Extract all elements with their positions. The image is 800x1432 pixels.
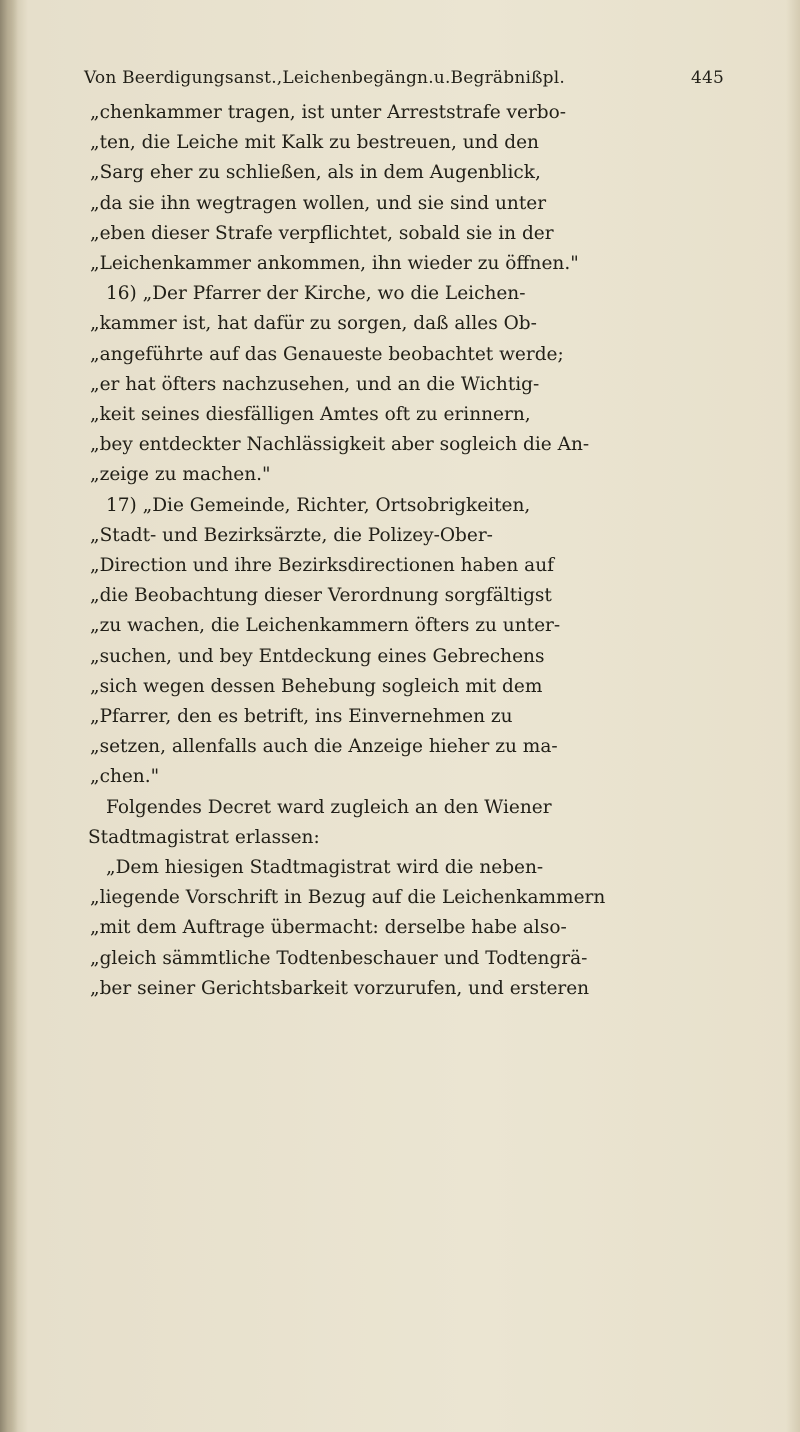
text-line: „suchen, und bey Entdeckung eines Gebrechens [90, 645, 545, 667]
text-line: „zu wachen, die Leichenkammern öfters zu unter- [90, 615, 561, 637]
text-line: „mit dem Auftrage übermacht: derselbe habe also- [90, 917, 567, 939]
text-line: „sich wegen dessen Behebung sogleich mit dem [90, 675, 543, 697]
running-head-title: Von Beerdigungsanst.,Leichenbegängn.u.Begräbnißpl. [84, 68, 566, 88]
text-line: „kammer ist, hat dafür zu sorgen, daß alles Ob- [90, 313, 537, 335]
page-number: 445 [690, 68, 724, 88]
running-head [84, 68, 724, 88]
text-line: „eben dieser Strafe verpflichtet, sobald sie in der [90, 222, 554, 244]
text-line: „keit seines diesfälligen Amtes oft zu erinnern, [90, 404, 531, 426]
text-line: „setzen, allenfalls auch die Anzeige hieher zu ma- [90, 736, 558, 758]
text-line: „chen." [90, 766, 160, 788]
text-line: „chenkammer tragen, ist unter Arreststrafe verbo- [90, 102, 567, 123]
text-line: „Sarg eher zu schließen, als in dem Augenblick, [90, 162, 541, 184]
text-line: „Leichenkammer ankommen, ihn wieder zu öffnen." [90, 253, 579, 275]
text-line: „bey entdeckter Nachlässigkeit aber sogleich die An- [90, 434, 590, 456]
binding-gutter-shadow [0, 0, 18, 1432]
text-line: „ten, die Leiche mit Kalk zu bestreuen, und den [90, 132, 539, 154]
text-line: „Stadt- und Bezirksärzte, die Polizey-Ober- [90, 524, 493, 546]
text-line: Folgendes Decret ward zugleich an den Wiener [106, 796, 552, 818]
text-line: „Pfarrer, den es betrift, ins Einvernehmen zu [90, 706, 513, 728]
text-line: 16) „Der Pfarrer der Kirche, wo die Leichen- [106, 283, 526, 305]
text-line: 17) „Die Gemeinde, Richter, Ortsobrigkeiten, [106, 494, 531, 516]
text-line: „angeführte auf das Genaueste beobachtet werde; [90, 343, 564, 365]
page-edge [786, 0, 800, 1432]
text-line: „er hat öfters nachzusehen, und an die Wichtig- [90, 373, 540, 395]
body-text [84, 98, 724, 1004]
text-line: „Dem hiesigen Stadtmagistrat wird die neben- [106, 857, 544, 879]
text-line: „die Beobachtung dieser Verordnung sorgfältigst [90, 585, 552, 607]
text-line: „liegende Vorschrift in Bezug auf die Leichenkammern [90, 887, 606, 909]
text-line: „ber seiner Gerichtsbarkeit vorzurufen, und ersteren [90, 977, 590, 999]
text-line: „da sie ihn wegtragen wollen, und sie sind unter [90, 192, 547, 214]
text-line: „zeige zu machen." [90, 464, 271, 486]
text-line: „gleich sämmtliche Todtenbeschauer und Todtengrä- [90, 947, 588, 969]
text-line: Stadtmagistrat erlassen: [88, 826, 320, 848]
text-line: „Direction und ihre Bezirksdirectionen haben auf [90, 555, 554, 577]
